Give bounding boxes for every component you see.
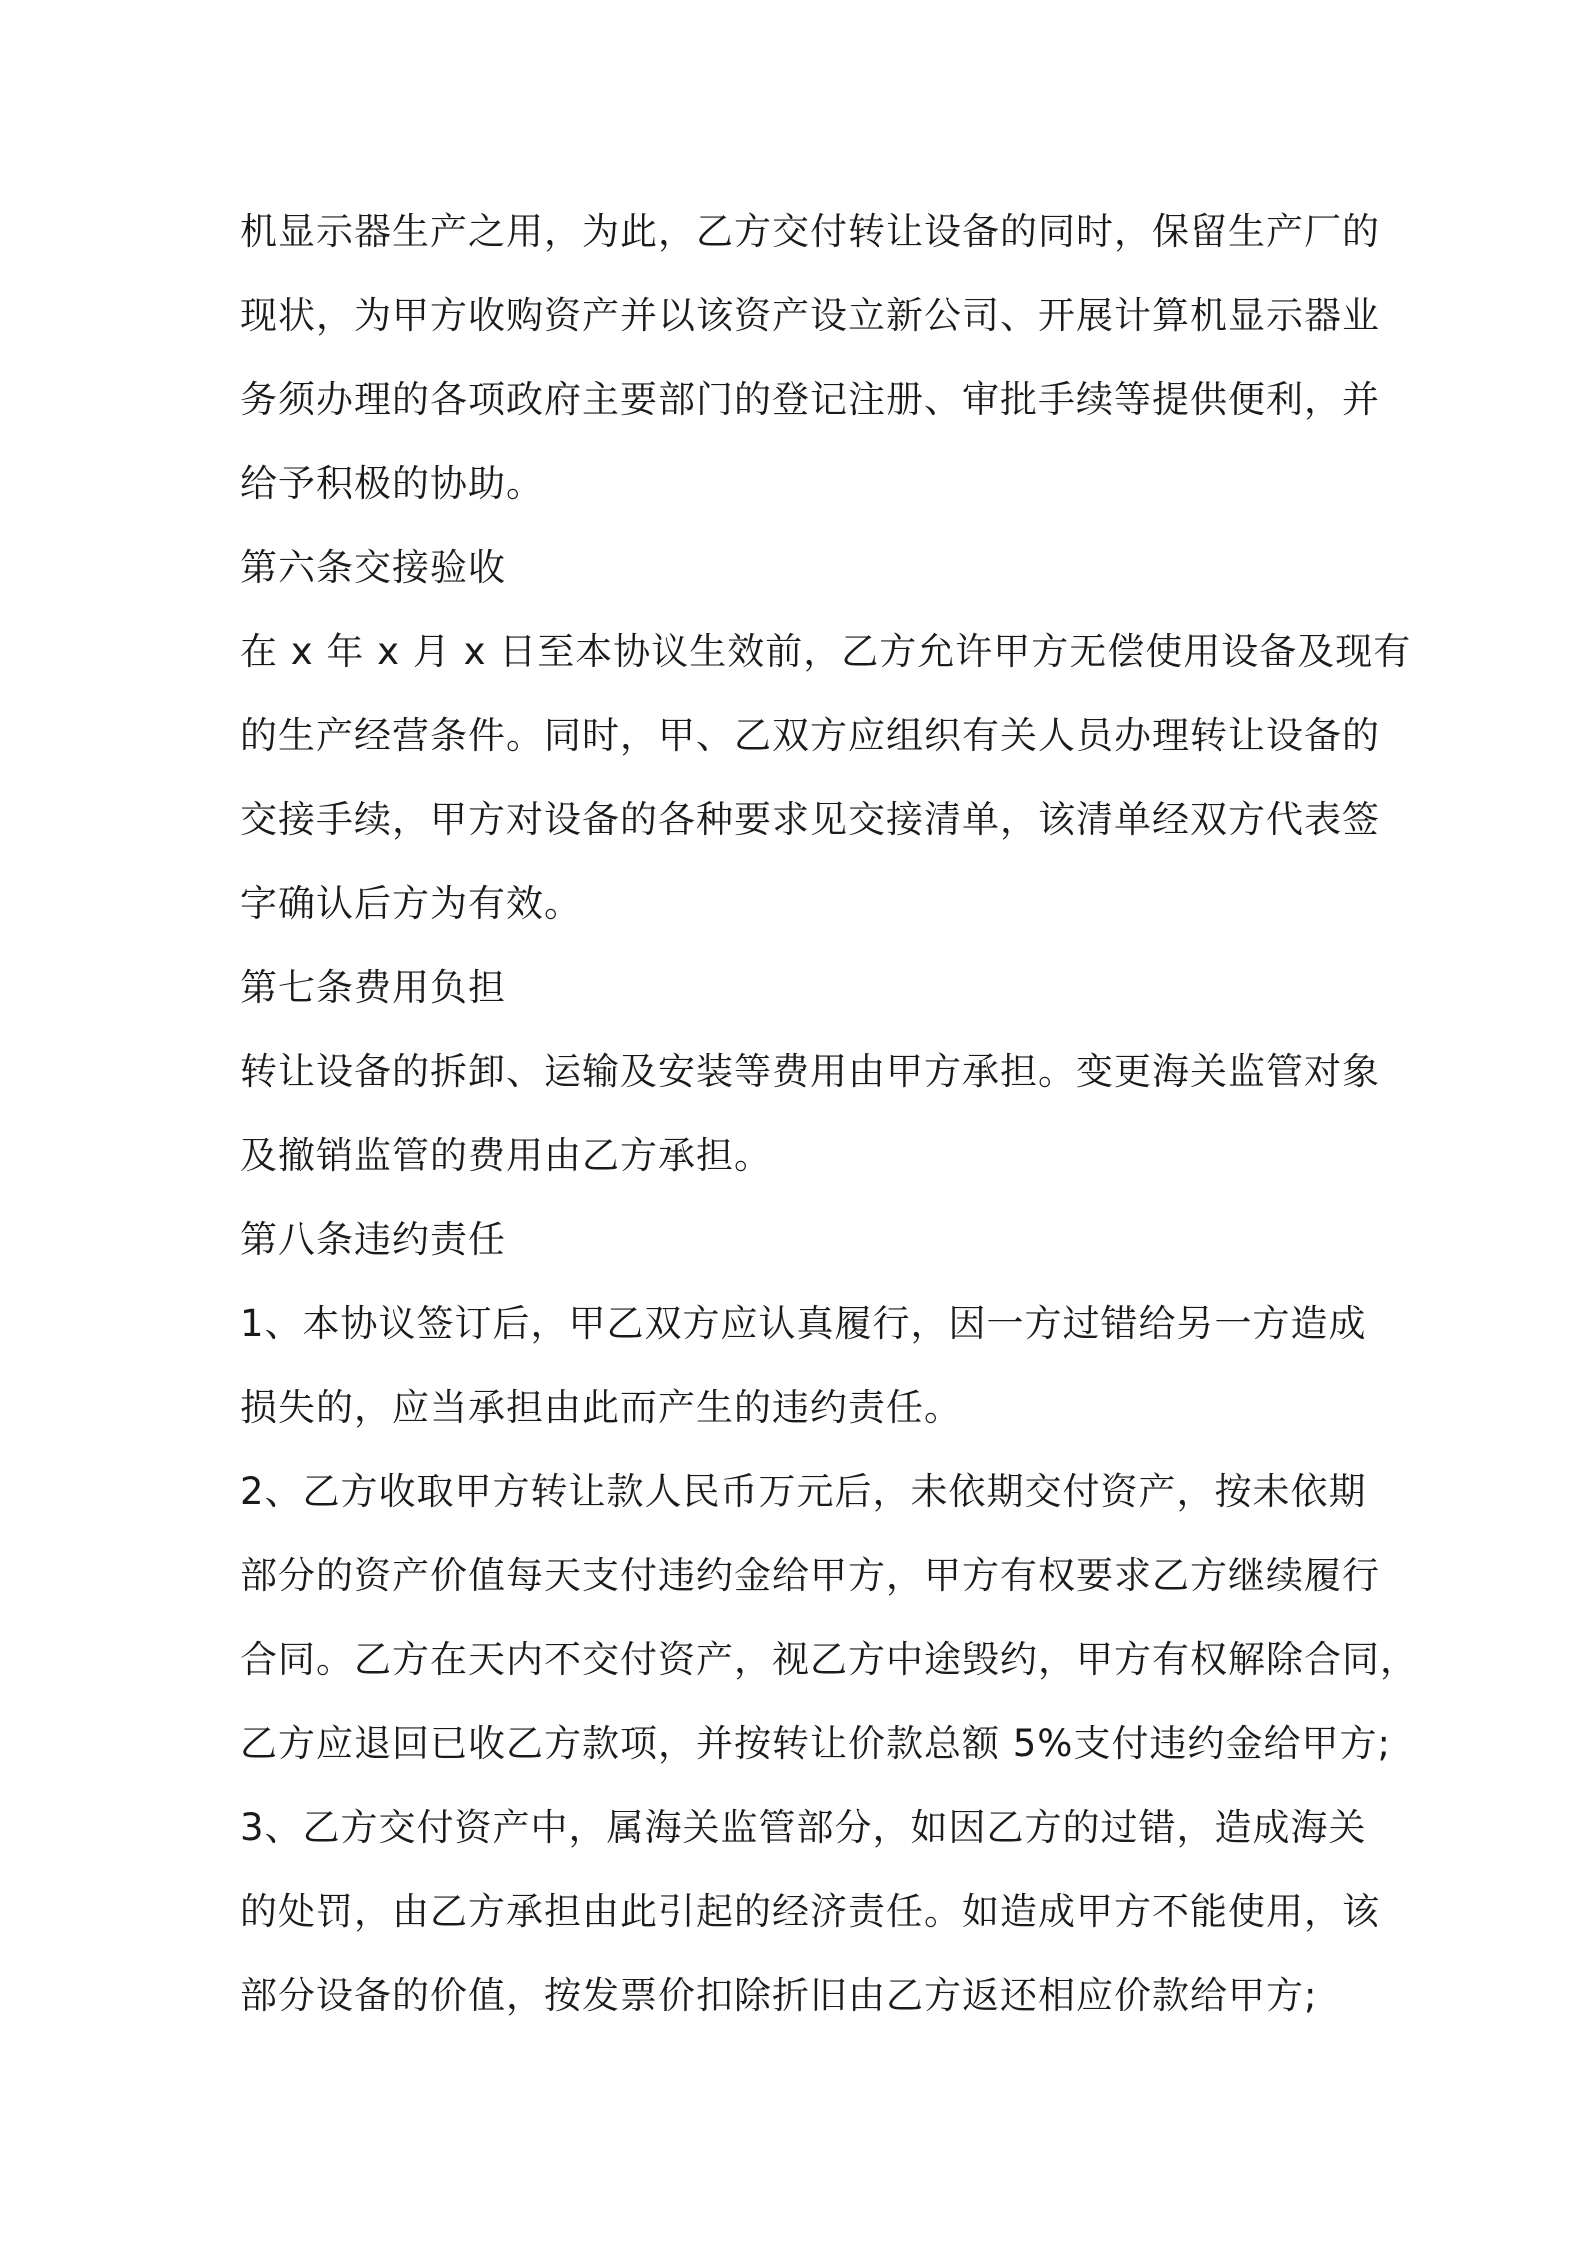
text-line: 字确认后方为有效。 (240, 882, 582, 925)
text-line: 的处罚，由乙方承担由此引起的经济责任。如造成甲方不能使用，该 (240, 1890, 1380, 1933)
text-line: 损失的，应当承担由此而产生的违约责任。 (240, 1386, 962, 1429)
text-line: 转让设备的拆卸、运输及安装等费用由甲方承担。变更海关监管对象 (240, 1050, 1380, 1093)
text-line: 在 x 年 x 月 x 日至本协议生效前，乙方允许甲方无偿使用设备及现有 (240, 630, 1412, 673)
clause-3 (240, 1786, 1380, 2038)
paragraph-article-7 (240, 1030, 1380, 1198)
text-line: 的生产经营条件。同时，甲、乙双方应组织有关人员办理转让设备的 (240, 714, 1380, 757)
clause-2 (240, 1450, 1418, 1786)
text-line: 交接手续，甲方对设备的各种要求见交接清单，该清单经双方代表签 (240, 798, 1380, 841)
article-heading-8: 第八条违约责任 (240, 1218, 506, 1261)
text-line: 合同。乙方在天内不交付资产，视乙方中途毁约，甲方有权解除合同， (240, 1638, 1418, 1681)
text-line: 乙方应退回已收乙方款项，并按转让价款总额 5%支付违约金给甲方; (240, 1722, 1391, 1765)
document-body (240, 190, 1418, 2038)
text-line: 务须办理的各项政府主要部门的登记注册、审批手续等提供便利，并 (240, 378, 1380, 421)
paragraph-continuation (240, 190, 1380, 526)
text-line: 及撤销监管的费用由乙方承担。 (240, 1134, 772, 1177)
paragraph-article-6 (240, 610, 1412, 946)
clause-1 (240, 1282, 1367, 1450)
text-line: 部分设备的价值，按发票价扣除折旧由乙方返还相应价款给甲方; (240, 1974, 1318, 2017)
text-line: 现状，为甲方收购资产并以该资产设立新公司、开展计算机显示器业 (240, 294, 1380, 337)
text-line: 部分的资产价值每天支付违约金给甲方，甲方有权要求乙方继续履行 (240, 1554, 1380, 1597)
text-line: 2、乙方收取甲方转让款人民币万元后，未依期交付资产，按未依期 (240, 1470, 1367, 1513)
article-heading-7: 第七条费用负担 (240, 966, 506, 1009)
article-heading-6: 第六条交接验收 (240, 546, 506, 589)
text-line: 机显示器生产之用，为此，乙方交付转让设备的同时，保留生产厂的 (240, 210, 1380, 253)
text-line: 3、乙方交付资产中，属海关监管部分，如因乙方的过错，造成海关 (240, 1806, 1367, 1849)
text-line: 1、本协议签订后，甲乙双方应认真履行，因一方过错给另一方造成 (240, 1302, 1367, 1345)
text-line: 给予积极的协助。 (240, 462, 544, 505)
